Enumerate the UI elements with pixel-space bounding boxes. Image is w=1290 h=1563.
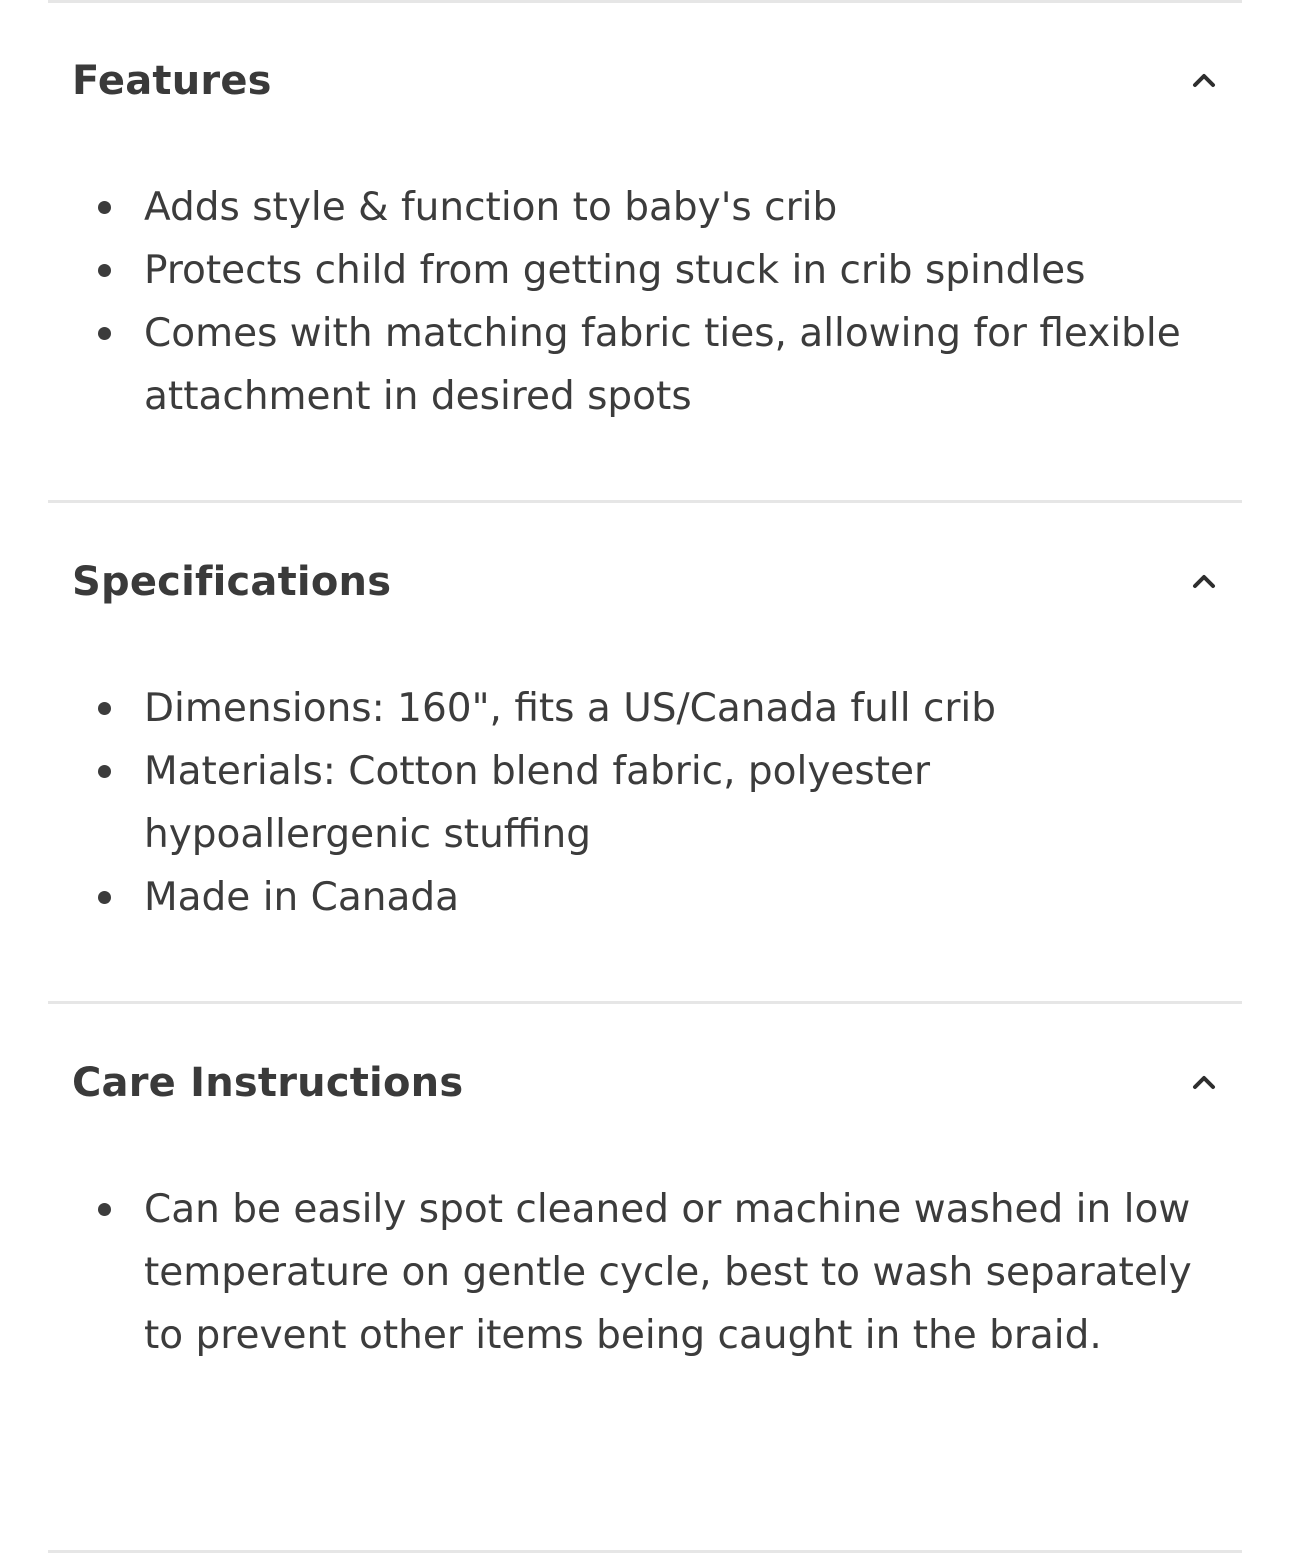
list-item-text: Made in Canada	[144, 875, 460, 920]
specifications-title: Specifications	[72, 559, 392, 605]
list-item-text: Dimensions: 160", fits a US/Canada full crib	[144, 686, 997, 731]
bullet-dot	[98, 765, 111, 778]
list-item	[48, 239, 1242, 302]
list-item-text: Adds style & function to baby's crib	[144, 185, 838, 230]
bullet-dot	[98, 264, 111, 277]
list-item-text: Materials: Cotton blend fabric, polyester hypoallergenic stuffing	[144, 749, 931, 857]
divider-top	[48, 0, 1242, 3]
care-instructions-title: Care Instructions	[72, 1060, 464, 1106]
list-item-text: Comes with matching fabric ties, allowing for flexible attachment in desired spots	[144, 311, 1181, 419]
features-header[interactable]	[48, 46, 1242, 116]
bullet-dot	[98, 891, 111, 904]
care-instructions-list	[48, 1178, 1242, 1367]
features-title: Features	[72, 58, 272, 104]
specifications-header[interactable]	[48, 547, 1242, 617]
chevron-up-icon[interactable]	[1190, 1068, 1218, 1096]
list-item	[48, 176, 1242, 239]
care-instructions-header[interactable]	[48, 1048, 1242, 1118]
bullet-dot	[98, 1203, 111, 1216]
list-item	[48, 740, 1242, 866]
divider-bottom	[48, 1550, 1242, 1553]
divider-features-specifications	[48, 500, 1242, 503]
list-item-text: Can be easily spot cleaned or machine washed in low temperature on gentle cycle, best to wash separately to prevent other items being caught in the braid.	[144, 1187, 1192, 1358]
specifications-list	[48, 677, 1242, 929]
list-item	[48, 302, 1242, 428]
list-item-text: Protects child from getting stuck in crib spindles	[144, 248, 1086, 293]
bullet-dot	[98, 702, 111, 715]
divider-specifications-care	[48, 1001, 1242, 1004]
chevron-up-icon[interactable]	[1190, 66, 1218, 94]
list-item	[48, 677, 1242, 740]
features-list	[48, 176, 1242, 428]
bullet-dot	[98, 201, 111, 214]
list-item	[48, 866, 1242, 929]
bullet-dot	[98, 327, 111, 340]
list-item	[48, 1178, 1242, 1367]
chevron-up-icon[interactable]	[1190, 567, 1218, 595]
